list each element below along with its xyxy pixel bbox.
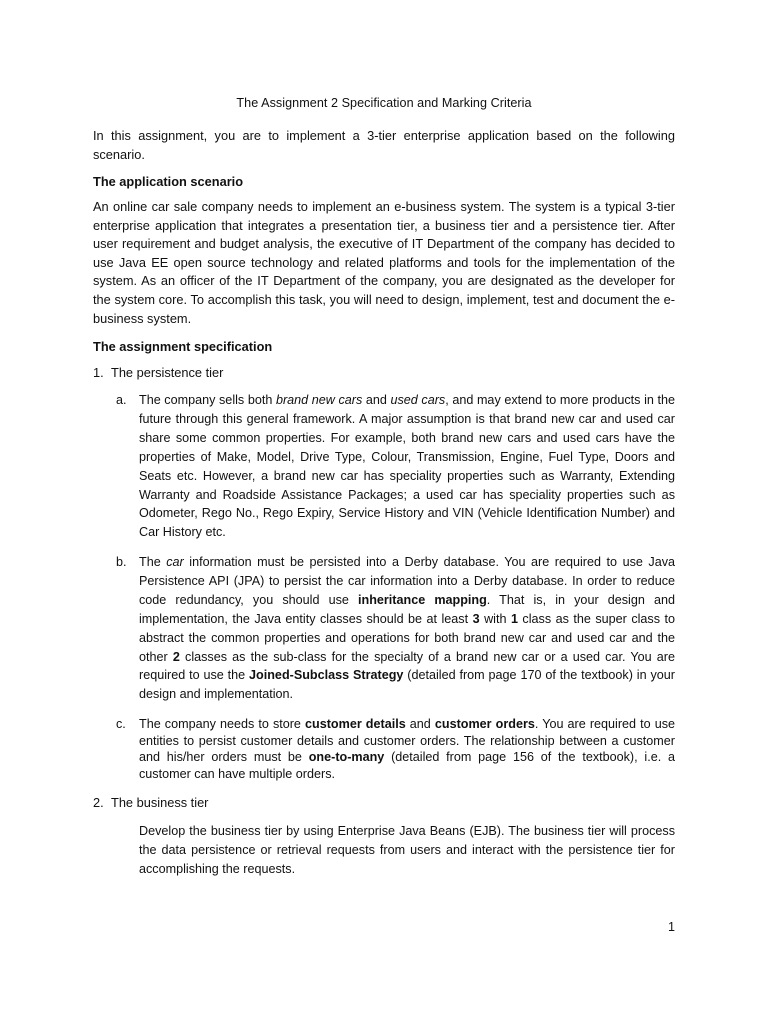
section-number: 2. [93, 795, 104, 810]
business-tier-paragraph: Develop the business tier by using Enterprise Java Beans (EJB). The business tier will process the data persistence or retrieval requests from users and interact with the persistence tier for accomplishing the requests. [139, 824, 675, 876]
page-number: 1 [667, 920, 675, 934]
scenario-heading: The application scenario [93, 174, 244, 189]
list-marker: b. [116, 555, 127, 569]
list-item-text: The car information must be persisted into a Derby database. You are required to use Java Persistence API (JPA) to persist the car information into a Derby database. In order to reduce code redundancy, you should use inheritance mapping. That is, in your design and implementation, the Java entity classes should be at least 3 with 1 class as the super class to abstract the common properties and operations for both brand new car and used car and the other 2 classes as the sub-class for the specialty of a brand new car or a used car. You are required to use the Joined-Subclass Strategy (detailed from page 170 of the textbook) in your design and implementation. [139, 555, 676, 702]
section-business-tier [93, 794, 208, 812]
list-item-text: The company needs to store customer details and customer orders. You are required to use entities to persist customer details and customer orders. The relationship between a customer and his/her orders must be one-to-many (detailed from page 156 of the textbook), i.e. a customer can have multiple orders. [139, 717, 675, 782]
intro-paragraph: In this assignment, you are to implement a 3-tier enterprise application based on the following scenario. [93, 128, 675, 162]
list-item-text: The company sells both brand new cars and used cars, and may extend to more products in the future through this general framework. A major assumption is that brand new car and used car share some common properties. For example, both brand new cars and used cars have the properties of Make, Model, Drive Type, Colour, Transmission, Engine, Fuel Type, Doors and Seats etc. However, a brand new car has speciality properties such as Warranty, Extending Warranty and Roadside Assistance Packages; a used car has speciality properties such as Odometer, Rego No., Rego Expiry, Service History and VIN (Vehicle Identification Number) and Car History etc. [139, 393, 675, 540]
emphasis-car: car [166, 555, 184, 569]
list-marker: a. [116, 393, 127, 407]
scenario-paragraph: An online car sale company needs to implement an e-business system. The system is a typical 3-tier enterprise application that integrates a presentation tier, a business tier and a persistence tier. After user requirement and budget analysis, the executive of IT Department of the company has decided to use Java EE open source technology and related platforms and tools for the implementation of the system. As an officer of the IT Department of the company, you are designated as the developer for the system core. To accomplish this task, you will need to design, implement, test and document the e-business system. [93, 199, 675, 326]
specification-heading: The assignment specification [93, 339, 273, 354]
section-persistence-tier [93, 364, 223, 382]
section-title: The persistence tier [111, 365, 224, 380]
page-title: The Assignment 2 Specification and Marking Criteria [236, 96, 532, 110]
section-title: The business tier [111, 795, 209, 810]
section-number: 1. [93, 365, 104, 380]
list-marker: c. [116, 717, 126, 731]
emphasis-used-cars: used cars [390, 393, 446, 407]
emphasis-brand-new-cars: brand new cars [275, 393, 363, 407]
